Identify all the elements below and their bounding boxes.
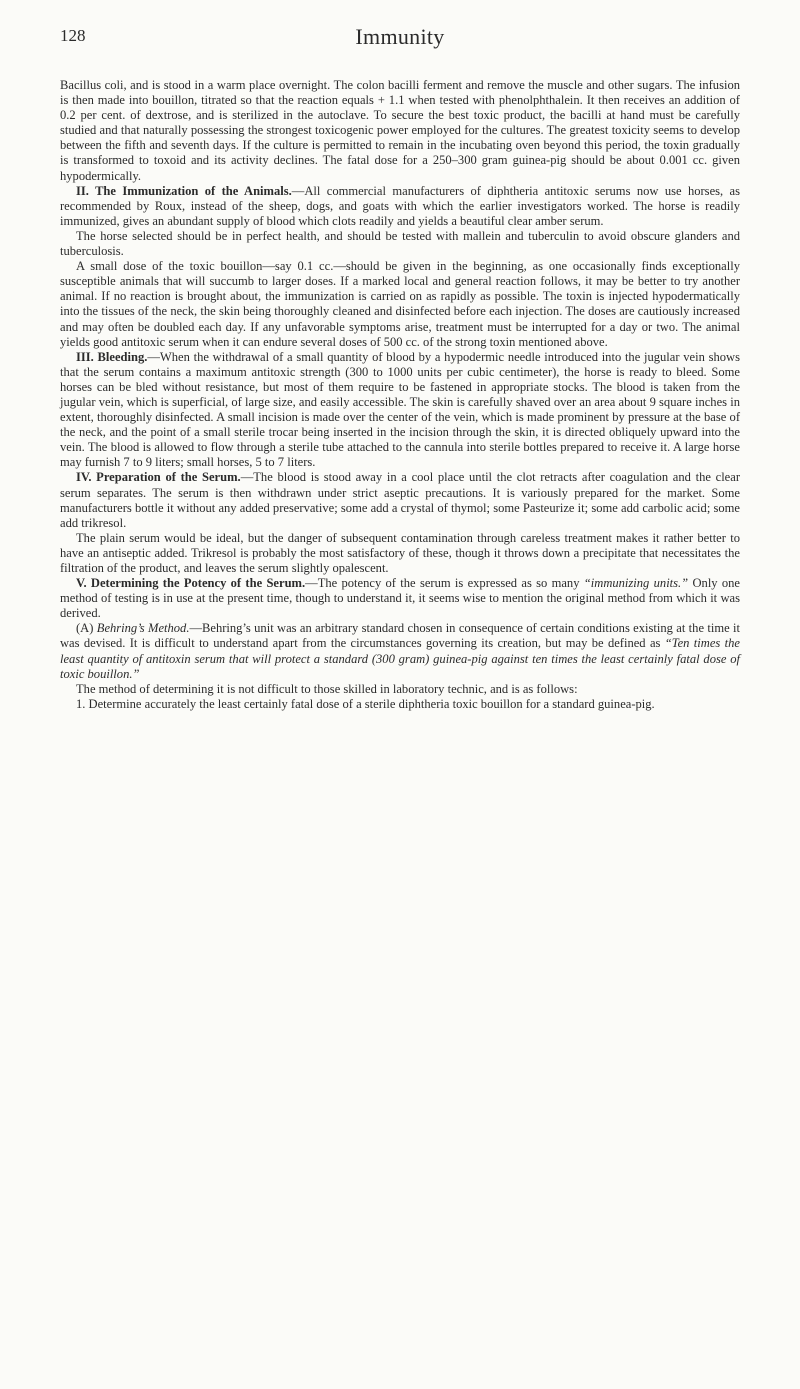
paragraph-text: —The blood is stood away in a cool place until the clot retracts after coagulation and the clear serum separates. The serum is then withdrawn under strict aseptic precautions. It is variously prepared for the market. Some manufacturers bottle it without any added preservative; some add a crystal of thymol; some Pasteurize it; some add carbolic acid; some add trikresol.: [60, 470, 741, 530]
paragraph-small-dose: A small dose of the toxic bouillon—say 0.1 cc.—should be given in the beginning, as one occasionally finds exceptionally susceptible animals that will succumb to larger doses. If a marked local and general reaction follows, it may be better to try another animal. If no reaction is brought about, the immunization is carried on as rapidly as possible. The toxin is injected hypodermatically into the tissues of the neck, the skin being thoroughly cleaned and disinfected before each injection. The doses are cautiously increased and may often be doubled each day. If any unfavorable symptoms arise, treatment must be interrupted for a day or two. The animal yields good antitoxic serum when it can endure several doses of 500 cc. of the strong toxin mentioned above.: [60, 259, 740, 349]
italic-term: “immunizing units.”: [583, 576, 689, 591]
page-number: 128: [60, 26, 86, 45]
running-head: Immunity: [355, 24, 445, 49]
paragraph-text: —When the withdrawal of a small quantity of blood by a hypodermic needle introduced into the jugular vein shows that the serum contains a maximum antitoxic strength (300 to 1000 units per cubic centimeter), the horse is ready to bleed. Some horses can be bled without resistance, but most of them require to be fastened in appropriate stocks. The blood is taken from the jugular vein, which is superficial, of large size, and easily accessible. The skin is carefully shaved over an area about 9 square inches in extent, thoroughly disinfected. A small incision is made over the center of the vein, which is made prominent by pressure at the base of the neck, and the point of a small sterile trocar being inserted in the incision through the skin, it is directed obliquely upward into the vein. The blood is allowed to flow through a sterile tube attached to the cannula into sterile bottles prepared to receive it. A large horse may furnish 7 to 9 liters; small horses, 5 to 7 liters.: [60, 349, 740, 470]
paragraph-preparation: [60, 470, 740, 530]
page-header: [60, 20, 740, 60]
paragraph-bleeding: [60, 350, 740, 471]
paragraph-method: The method of determining it is not difficult to those skilled in laboratory technic, and is as follows:: [76, 681, 578, 696]
paragraph-potency: [60, 576, 740, 621]
paragraph-immunization: [60, 184, 740, 229]
section-heading-immunization: II. The Immunization of the Animals.: [76, 183, 292, 198]
italic-definition: “Ten times the least quantity of antitoxin serum that will protect a standard (300 gram) guinea-pig against ten times the least certainly fatal dose of toxic bouillon.”: [60, 636, 740, 681]
section-heading-preparation: IV. Preparation of the Serum.: [76, 470, 241, 485]
paragraph-plain-serum: The plain serum would be ideal, but the danger of subsequent contamination through careless treatment makes it rather better to have an antiseptic added. Trikresol is probably the most satisfactory of these, though it throws down a precipitate that necessitates the filtration of the product, and leaves the serum slightly opalescent.: [60, 530, 740, 575]
body-text: [60, 78, 740, 712]
paragraph-text: —The potency of the serum is expressed as so many: [305, 576, 584, 591]
paragraph-text: —All commercial manufacturers of diphtheria antitoxic serums now use horses, as recommended by Roux, instead of the sheep, dogs, and goats with which the earlier investigators worked. The horse is readily immunized, gives an abundant supply of blood which clots readily and yields a beautiful clear amber serum.: [60, 183, 740, 228]
section-heading-potency: V. Determining the Potency of the Serum.: [76, 576, 306, 591]
paragraph-cultivation: Bacillus coli, and is stood in a warm place overnight. The colon bacilli ferment and remove the muscle and other sugars. The infusion is then made into bouillon, titrated so that the reaction equals + 1.1 when tested with phenolphthalein. It then receives an addition of 0.2 per cent. of dextrose, and is sterilized in the autoclave. To secure the best toxic product, the bacilli at hand must be carefully studied and that naturally possessing the strongest toxicogenic power employed for the cultures. The greatest toxicity seems to develop between the fifth and seventh days. If the culture is permitted to remain in the incubating oven beyond this period, the toxin gradually is transformed to toxoid and its activity declines. The fatal dose for a 250–300 gram guinea-pig should be about 0.001 cc. given hypodermically.: [60, 78, 740, 183]
section-heading-bleeding: III. Bleeding.: [76, 349, 148, 364]
list-prefix: (A): [76, 621, 97, 636]
paragraph-horse-selection: The horse selected should be in perfect health, and should be tested with mallein and tuberculin to avoid obscure glanders and tuberculosis.: [60, 228, 740, 259]
paragraph-text: —Behring’s unit was an arbitrary standard chosen in consequence of certain conditions existing at the time it was devised. It is difficult to understand apart from the circumstances governing its creation, but may be defined as: [60, 621, 740, 651]
subsection-heading-behring: Behring’s Method.: [96, 621, 190, 636]
paragraph-step-1: 1. Determine accurately the least certainly fatal dose of a sterile diphtheria toxic bouillon for a standard guinea-pig.: [76, 696, 655, 711]
paragraph-text: Only one method of testing is in use at the present time, though to understand it, it seems wise to mention the original method from which it was derived.: [60, 576, 741, 621]
paragraph-behring: [60, 621, 740, 681]
